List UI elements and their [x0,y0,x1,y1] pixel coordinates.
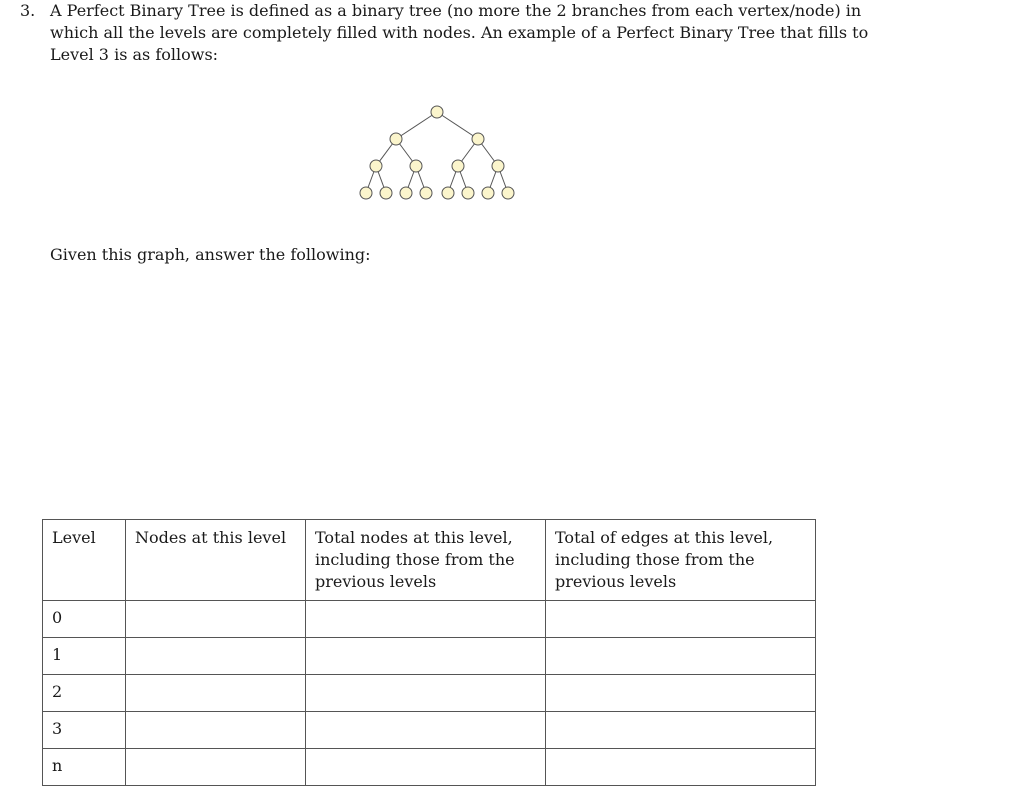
tree-node-level-3 [400,187,412,199]
tree-node-level-3 [502,187,514,199]
tree-node-level-3 [482,187,494,199]
tree-node-level-3 [420,187,432,199]
question-number: 3. [20,1,36,20]
header-total-nodes: Total nodes at this level, including those from the previous levels [306,520,546,601]
total-nodes-cell[interactable] [306,712,546,749]
tree-edges [366,112,508,193]
tree-node-level-3 [360,187,372,199]
tree-node-level-3 [380,187,392,199]
level-cell: 2 [43,675,126,712]
total-edges-cell[interactable] [546,675,816,712]
total-nodes-cell[interactable] [306,675,546,712]
tree-node-level-1 [472,133,484,145]
level-cell: 0 [43,601,126,638]
tree-node-level-2 [452,160,464,172]
total-edges-cell[interactable] [546,749,816,786]
tree-node-level-2 [410,160,422,172]
table-row [43,638,816,675]
nodes-cell[interactable] [126,749,306,786]
header-nodes: Nodes at this level [126,520,306,601]
nodes-cell[interactable] [126,638,306,675]
tree-edge [437,112,478,139]
tree-node-level-1 [390,133,402,145]
tree-node-level-0 [431,106,443,118]
total-edges-cell[interactable] [546,638,816,675]
nodes-cell[interactable] [126,712,306,749]
level-cell: n [43,749,126,786]
total-nodes-cell[interactable] [306,601,546,638]
tree-node-level-2 [370,160,382,172]
total-nodes-cell[interactable] [306,749,546,786]
table-row [43,749,816,786]
prompt-text: Given this graph, answer the following: [50,245,371,264]
header-level: Level [43,520,126,601]
tree-edge [396,112,437,139]
total-nodes-cell[interactable] [306,638,546,675]
table-row [43,712,816,749]
tree-node-level-2 [492,160,504,172]
nodes-cell[interactable] [126,675,306,712]
level-cell: 1 [43,638,126,675]
header-total-edges: Total of edges at this level, including those from the previous levels [546,520,816,601]
tree-node-level-3 [462,187,474,199]
total-edges-cell[interactable] [546,601,816,638]
table-row [43,601,816,638]
table-row [43,675,816,712]
table-header-row [43,520,816,601]
tree-node-level-3 [442,187,454,199]
question-text: A Perfect Binary Tree is defined as a binary tree (no more the 2 branches from each vertex/node) in which all the levels are completely filled with nodes. An example of a Perfect Binary Tree that fills to Level 3 is as follows: [50,1,869,64]
total-edges-cell[interactable] [546,712,816,749]
nodes-cell[interactable] [126,601,306,638]
level-cell: 3 [43,712,126,749]
answer-table [42,519,816,786]
